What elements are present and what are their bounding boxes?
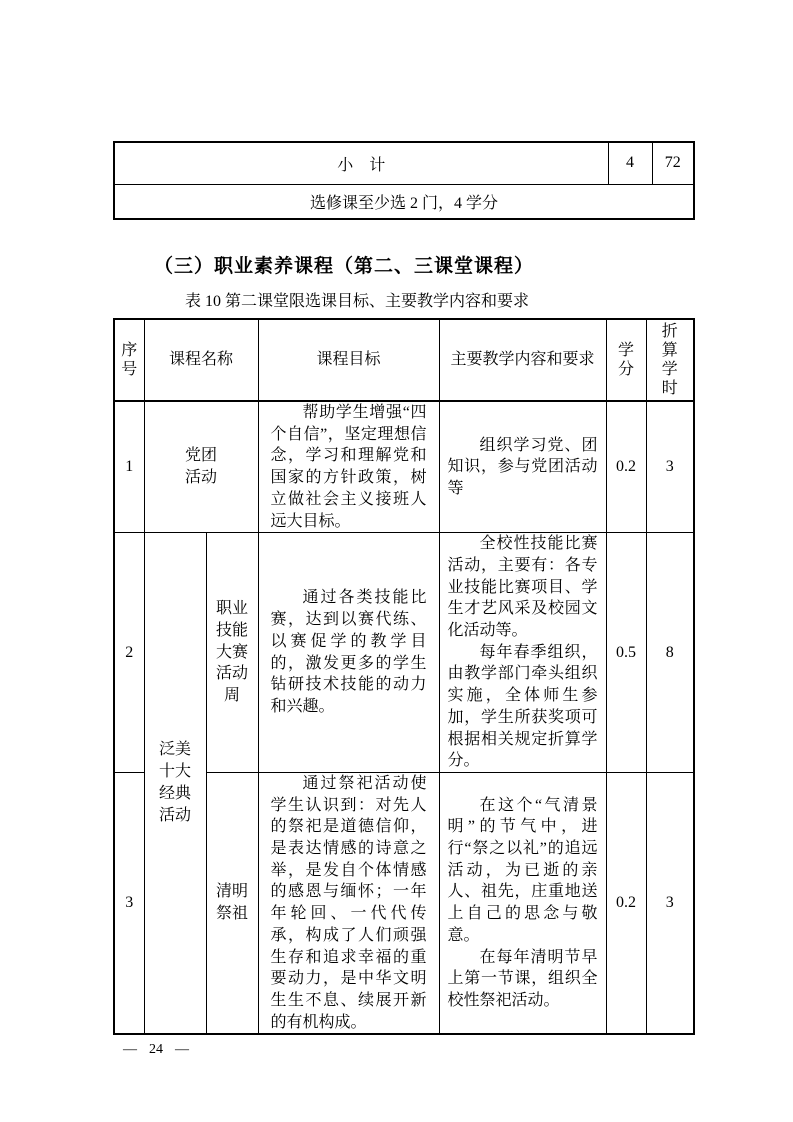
row2-credits: 0.5 <box>606 533 646 773</box>
header-row <box>114 319 694 401</box>
row1-objective <box>258 401 439 533</box>
objective-paragraph: 帮助学生增强“四个自信”，坚定理想信念，学习和理解党和国家的方针政策，树立做社会主义接班人远大目标。 <box>270 404 427 530</box>
content-paragraph: 组织学习党、团知识，参与党团活动等 <box>447 436 598 497</box>
header-index-label: 序号 <box>121 342 138 378</box>
row1-content <box>439 401 606 533</box>
course-name-line: 职业技能 <box>216 600 249 640</box>
row2-content <box>439 533 606 773</box>
header-credits-label: 学分 <box>618 342 635 378</box>
row3-objective <box>258 772 439 1034</box>
row2-objective <box>258 533 439 773</box>
footer-dash: — <box>123 1042 137 1057</box>
row3-index: 3 <box>114 772 144 1034</box>
row1-credits: 0.2 <box>606 401 646 533</box>
table-row <box>114 401 694 533</box>
course-group-cell <box>144 533 206 1035</box>
subtotal-label-cell: 小 计 <box>114 142 608 184</box>
row1-course-name <box>144 401 258 533</box>
row3-credits: 0.2 <box>606 772 646 1034</box>
header-content: 主要教学内容和要求 <box>439 319 606 401</box>
course-name-line: 大赛活动周 <box>216 643 249 705</box>
row3-hours: 3 <box>646 772 694 1034</box>
content-paragraph: 每年春季组织，由教学部门牵头组织实施，全体师生参加，学生所获奖项可根据相关规定折算学分。 <box>447 643 598 770</box>
page-footer <box>123 1042 189 1058</box>
subtotal-table <box>113 141 695 220</box>
header-name: 课程名称 <box>144 319 258 401</box>
row2-hours: 8 <box>646 533 694 773</box>
objective-paragraph: 通过祭祀活动使学生认识到：对先人的祭祀是道德信仰，是表达情感的诗意之举，是发自个体情感的感恩与缅怀；一年年轮回、一代代传承，构成了人们顽强生存和追求幸福的重要动力，是中华文明生生不息、续展开新的有机构成。 <box>270 774 427 1031</box>
course-name-line: 清明祭祖 <box>216 883 249 923</box>
header-hours-label: 折算学时 <box>661 323 678 397</box>
elective-note-cell: 选修课至少选 2 门，4 学分 <box>114 184 694 219</box>
elective-note-row <box>114 184 694 219</box>
row2-course-name <box>206 533 258 773</box>
objective-paragraph: 通过各类技能比赛，达到以赛代练、以赛促学的教学目的，激发更多的学生钻研技术技能的动力和兴趣。 <box>270 589 427 715</box>
content-paragraph: 在这个“气清景明”的节气中，进行“祭之以礼”的追远活动，为已逝的亲人、祖先，庄重地送上自己的思念与敬意。 <box>447 796 598 944</box>
course-name-line: 活动 <box>185 469 218 487</box>
table-row <box>114 533 694 773</box>
row1-index: 1 <box>114 401 144 533</box>
course-name-line: 党团 <box>185 447 218 465</box>
row1-hours: 3 <box>646 401 694 533</box>
row3-course-name <box>206 772 258 1034</box>
course-table <box>113 318 695 1035</box>
header-credits <box>606 319 646 401</box>
course-group-label: 泛美十大经典活动 <box>159 741 192 825</box>
subtotal-row <box>114 142 694 184</box>
section-heading: （三）职业素养课程（第二、三课堂课程） <box>154 256 535 277</box>
content-paragraph: 在每年清明节早上第一节课，组织全校性祭祀活动。 <box>447 948 598 1009</box>
page-number: 24 <box>149 1042 163 1057</box>
header-index <box>114 319 144 401</box>
header-objective: 课程目标 <box>258 319 439 401</box>
content-paragraph: 全校性技能比赛活动，主要有：各专业技能比赛项目、学生才艺风采及校园文化活动等。 <box>447 535 598 640</box>
table-caption: 表 10 第二课堂限选课目标、主要教学内容和要求 <box>185 293 530 310</box>
subtotal-credits-cell: 4 <box>608 142 652 184</box>
header-hours <box>646 319 694 401</box>
row2-index: 2 <box>114 533 144 773</box>
footer-dash: — <box>175 1042 189 1057</box>
row3-content <box>439 772 606 1034</box>
subtotal-hours-cell: 72 <box>652 142 694 184</box>
